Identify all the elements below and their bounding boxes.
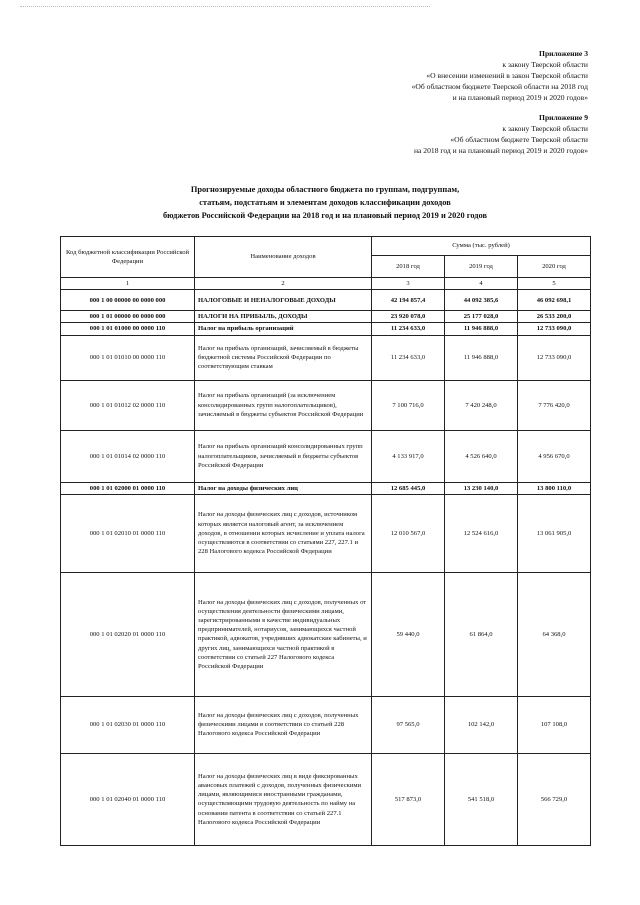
colnum-4: 4 [445,278,518,290]
row-value-2019: 102 142,0 [445,696,518,753]
row-name: Налог на доходы физических лиц в виде фиксированных авансовых платежей с доходов, полученных физическими лицами, являющимися иностранными гражданами, осуществляющими трудовую деятельность по найму на основании патента в соответствии со статьей 227.1 Налогового кодекса Российской Федерации [195,753,372,845]
annex-9-line: на 2018 год и на плановый период 2019 и 2020 годов» [413,146,588,155]
row-value-2020: 46 092 698,1 [518,290,591,311]
annex-9-line: к закону Тверской области [502,124,588,133]
row-name: Налог на прибыль организаций [195,323,372,335]
annex-3-heading: Приложение 3 [539,49,588,58]
row-name: Налог на прибыль организаций (за исключением консолидированных групп налогоплательщиков), зачисляемый в бюджеты субъектов Российской Федерации [195,380,372,430]
annex-9-heading: Приложение 9 [539,113,588,122]
row-value-2018: 12 010 567,0 [372,494,445,572]
header-year-2019: 2019 год [445,256,518,278]
row-code: 000 1 01 02030 01 0000 110 [61,696,195,753]
row-value-2019: 541 518,0 [445,753,518,845]
table-row [61,482,591,494]
table-row [61,753,591,845]
header-sum: Сумма (тыс. рублей) [372,237,591,256]
row-name: НАЛОГОВЫЕ И НЕНАЛОГОВЫЕ ДОХОДЫ [195,290,372,311]
row-value-2020: 12 733 090,0 [518,335,591,380]
row-value-2018: 4 133 917,0 [372,430,445,482]
row-code: 000 1 00 00000 00 0000 000 [61,290,195,311]
row-value-2020: 107 108,0 [518,696,591,753]
row-name: Налог на доходы физических лиц с доходов, источником которых является налоговый агент, за исключением доходов, в отношении которых исчисление и уплата налога осуществляются в соответствии со статьями 227, 227.1 и 228 Налогового кодекса Российской Федерации [195,494,372,572]
row-value-2018: 23 920 078,0 [372,311,445,323]
row-value-2020: 13 061 905,0 [518,494,591,572]
table-row [61,430,591,482]
row-value-2020: 4 956 670,0 [518,430,591,482]
row-value-2019: 11 946 888,0 [445,335,518,380]
colnum-2: 2 [195,278,372,290]
row-value-2020: 13 800 110,0 [518,482,591,494]
annex-3-line: «Об областном бюджете Тверской области на 2018 год [411,82,588,91]
title-line: бюджетов Российской Федерации на 2018 год и на плановый период 2019 и 2020 годов [162,211,488,220]
row-value-2020: 7 776 420,0 [518,380,591,430]
row-code: 000 1 01 01000 00 0000 110 [61,323,195,335]
header-code: Код бюджетной классификации Российской Федерации [61,237,195,278]
colnum-1: 1 [61,278,195,290]
row-code: 000 1 01 01012 02 0000 110 [61,380,195,430]
annex-3-line: и на плановый период 2019 и 2020 годов» [452,93,588,102]
row-value-2020: 64 368,0 [518,572,591,696]
table-row [61,323,591,335]
annex-3-caption [412,48,588,103]
row-value-2020: 566 729,0 [518,753,591,845]
table-row [61,494,591,572]
row-name: Налог на доходы физических лиц с доходов, полученных от осуществления деятельности физическими лицами, зарегистрированными в качестве индивидуальных предпринимателей, нотариусов, занимающихся частной практикой, адвокатов, учредивших адвокатские кабинеты, и других лиц, занимающихся частной практикой в соответствии со статьей 227 Налогового кодекса Российской Федерации [195,572,372,696]
row-value-2019: 44 092 385,6 [445,290,518,311]
row-name: Налог на прибыль организаций консолидированных групп налогоплательщиков, зачисляемый в бюджеты субъектов Российской Федерации [195,430,372,482]
row-code: 000 1 01 02040 01 0000 110 [61,753,195,845]
table-row [61,335,591,380]
table-row [61,696,591,753]
row-name: НАЛОГИ НА ПРИБЫЛЬ, ДОХОДЫ [195,311,372,323]
row-name: Налог на прибыль организаций, зачисляемый в бюджеты бюджетной системы Российской Федерации по соответствующим ставкам [195,335,372,380]
row-value-2018: 11 234 633,0 [372,335,445,380]
table-row [61,290,591,311]
row-code: 000 1 01 02020 01 0000 110 [61,572,195,696]
header-year-2018: 2018 год [372,256,445,278]
annex-9-caption [414,112,588,156]
row-value-2018: 97 565,0 [372,696,445,753]
row-code: 000 1 01 00000 00 0000 000 [61,311,195,323]
annex-3-line: к закону Тверской области [502,60,588,69]
row-value-2020: 12 733 090,0 [518,323,591,335]
row-value-2020: 26 533 200,0 [518,311,591,323]
row-value-2018: 517 873,0 [372,753,445,845]
row-name: Налог на доходы физических лиц с доходов, полученных физическими лицами в соответствии со статьей 228 Налогового кодекса Российской Федерации [195,696,372,753]
row-value-2018: 11 234 633,0 [372,323,445,335]
row-value-2018: 12 685 445,0 [372,482,445,494]
row-value-2019: 7 420 248,0 [445,380,518,430]
row-value-2019: 61 864,0 [445,572,518,696]
table-row [61,572,591,696]
row-value-2019: 13 230 140,0 [445,482,518,494]
table-row [61,311,591,323]
row-value-2018: 7 100 716,0 [372,380,445,430]
row-value-2019: 25 177 028,0 [445,311,518,323]
scan-artifact-line [20,6,430,8]
annex-9-line: «Об областном бюджете Тверской области [450,135,588,144]
colnum-5: 5 [518,278,591,290]
title-line: статьям, подстатьям и элементам доходов классификации доходов [199,198,451,207]
header-year-2020: 2020 год [518,256,591,278]
colnum-3: 3 [372,278,445,290]
header-name: Наименование доходов [195,237,372,278]
row-value-2019: 4 526 640,0 [445,430,518,482]
row-name: Налог на доходы физических лиц [195,482,372,494]
document-title [60,183,590,222]
row-value-2018: 59 440,0 [372,572,445,696]
annex-3-line: «О внесении изменений в закон Тверской области [426,71,588,80]
row-code: 000 1 01 01014 02 0000 110 [61,430,195,482]
table-row [61,380,591,430]
title-line: Прогнозируемые доходы областного бюджета по группам, подгруппам, [190,185,460,194]
row-code: 000 1 01 02010 01 0000 110 [61,494,195,572]
row-value-2018: 42 194 857,4 [372,290,445,311]
row-value-2019: 12 524 616,0 [445,494,518,572]
row-value-2019: 11 946 888,0 [445,323,518,335]
row-code: 000 1 01 02000 01 0000 110 [61,482,195,494]
revenue-table [60,236,591,846]
row-code: 000 1 01 01010 00 0000 110 [61,335,195,380]
